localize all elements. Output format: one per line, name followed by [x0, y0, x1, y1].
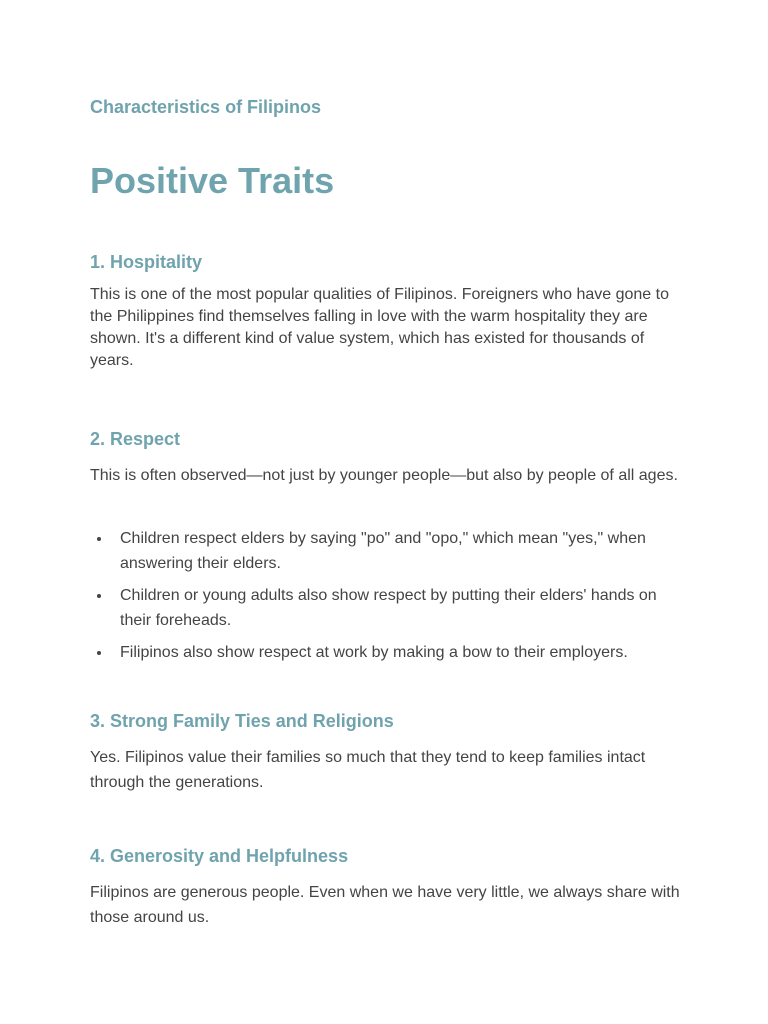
section-paragraph-hospitality: This is one of the most popular qualities of Filipinos. Foreigners who have gone to the Philippines find themselves falling in love with the warm hospitality they are shown. It's a different kind of value system, which has existed for thousands of years.: [90, 286, 669, 369]
bullet-dot-icon: [97, 651, 101, 655]
section-heading-hospitality: 1. Hospitality: [90, 252, 203, 272]
section-heading-family-ties: 3. Strong Family Ties and Religions: [90, 711, 394, 731]
respect-bullet-list: [90, 526, 685, 672]
bullet-dot-icon: [97, 594, 101, 598]
section-heading-respect: 2. Respect: [90, 429, 181, 449]
section-paragraph-family-ties: Yes. Filipinos value their families so much that they tend to keep families intact through the generations.: [90, 749, 646, 791]
section-paragraph-respect: This is often observed—not just by younger people—but also by people of all ages.: [90, 467, 678, 484]
document-title: Characteristics of Filipinos: [90, 97, 322, 117]
bullet-dot-icon: [97, 537, 101, 541]
list-item-text: Children or young adults also show respect by putting their elders' hands on their foreheads.: [120, 587, 657, 629]
section-heading-generosity: 4. Generosity and Helpfulness: [90, 846, 349, 866]
list-item: [90, 583, 685, 633]
list-item-text: Children respect elders by saying "po" and "opo," which mean "yes," when answering their elders.: [120, 530, 646, 572]
section-paragraph-generosity: Filipinos are generous people. Even when we have very little, we always share with those around us.: [90, 884, 680, 926]
list-item: [90, 640, 685, 665]
list-item-text: Filipinos also show respect at work by making a bow to their employers.: [120, 644, 628, 661]
list-item: [90, 526, 685, 576]
page-heading: Positive Traits: [90, 160, 335, 201]
